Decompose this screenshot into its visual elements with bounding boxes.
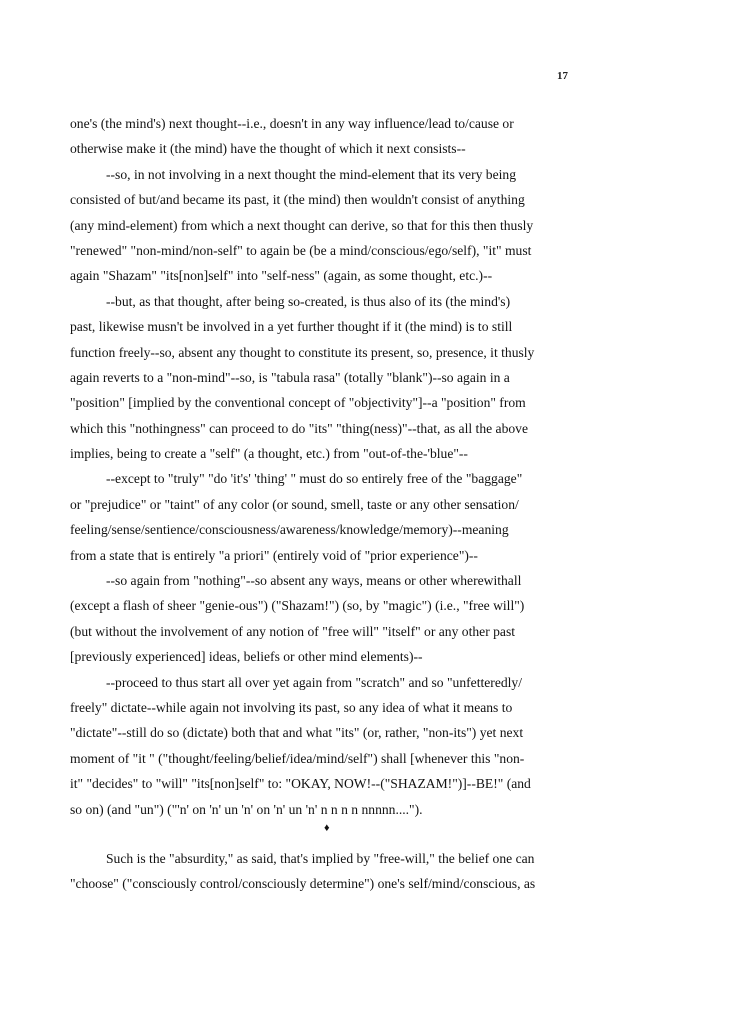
text-line: moment of "it " ("thought/feeling/belief/idea/mind/self") shall [whenever this "non- xyxy=(70,750,525,766)
text-line: which this "nothingness" can proceed to do "its" "thing(ness)"--that, as all the above xyxy=(70,420,528,436)
body-text-2 xyxy=(70,846,610,897)
text-line: again "Shazam" "its[non]self" into "self-ness" (again, as some thought, etc.)-- xyxy=(70,268,493,284)
text-line: it" "decides" to "will" "its[non]self" to: "OKAY, NOW!--("SHAZAM!")]--BE!" (and xyxy=(70,776,531,792)
text-line: "choose" ("consciously control/consciously determine") one's self/mind/conscious, as xyxy=(70,876,536,892)
text-line: from a state that is entirely "a priori" (entirely void of "prior experience")-- xyxy=(70,547,478,563)
text-line: (except a flash of sheer "genie-ous") ("Shazam!") (so, by "magic") (i.e., "free will") xyxy=(70,598,525,614)
text-line: feeling/sense/sentience/consciousness/awareness/knowledge/memory)--meaning xyxy=(70,522,509,538)
text-line: (any mind-element) from which a next thought can derive, so that for this then thusly xyxy=(70,217,534,233)
page-number: 17 xyxy=(557,70,568,82)
text-line: --but, as that thought, after being so-created, is thus also of its (the mind's) xyxy=(106,293,511,309)
text-line: consisted of but/and became its past, it (the mind) then wouldn't consist of anything xyxy=(70,192,525,208)
section-separator: ♦ xyxy=(324,822,330,834)
text-line: again reverts to a "non-mind"--so, is "tabula rasa" (totally "blank")--so again in a xyxy=(70,369,510,385)
text-line: (but without the involvement of any notion of "free will" "itself" or any other past xyxy=(70,623,516,639)
text-line: [previously experienced] ideas, beliefs or other mind elements)-- xyxy=(70,649,423,665)
text-line: function freely--so, absent any thought to constitute its present, so, presence, it thusly xyxy=(70,344,535,360)
text-line: or "prejudice" or "taint" of any color (or sound, smell, taste or any other sensation/ xyxy=(70,496,519,512)
text-line: --so again from "nothing"--so absent any ways, means or other wherewithall xyxy=(106,573,522,589)
text-line: --proceed to thus start all over yet again from "scratch" and so "unfetteredly/ xyxy=(106,674,523,690)
body-text xyxy=(70,111,610,822)
text-line: implies, being to create a "self" (a thought, etc.) from "out-of-the-'blue"-- xyxy=(70,446,468,462)
text-line: freely" dictate--while again not involving its past, so any idea of what it means to xyxy=(70,699,513,715)
text-line: --so, in not involving in a next thought the mind-element that its very being xyxy=(106,166,517,182)
text-line: past, likewise musn't be involved in a yet further thought if it (the mind) is to still xyxy=(70,319,513,335)
text-line: "dictate"--still do so (dictate) both that and what "its" (or, rather, "non-its") yet next xyxy=(70,725,524,741)
text-line: "renewed" "non-mind/non-self" to again be (be a mind/conscious/ego/self), "it" must xyxy=(70,242,532,258)
text-line: Such is the "absurdity," as said, that's implied by "free-will," the belief one can xyxy=(106,851,535,866)
text-line: --except to "truly" "do 'it's' 'thing' " must do so entirely free of the "baggage" xyxy=(106,471,523,487)
text-line: one's (the mind's) next thought--i.e., doesn't in any way influence/lead to/cause or xyxy=(70,116,514,131)
text-line: otherwise make it (the mind) have the thought of which it next consists-- xyxy=(70,141,466,157)
text-line: so on) (and "un") ("'n' on 'n' un 'n' on 'n' un 'n' n n n n nnnnn...."). xyxy=(70,801,423,817)
text-line: "position" [implied by the conventional concept of "objectivity"]--a "position" from xyxy=(70,395,526,411)
